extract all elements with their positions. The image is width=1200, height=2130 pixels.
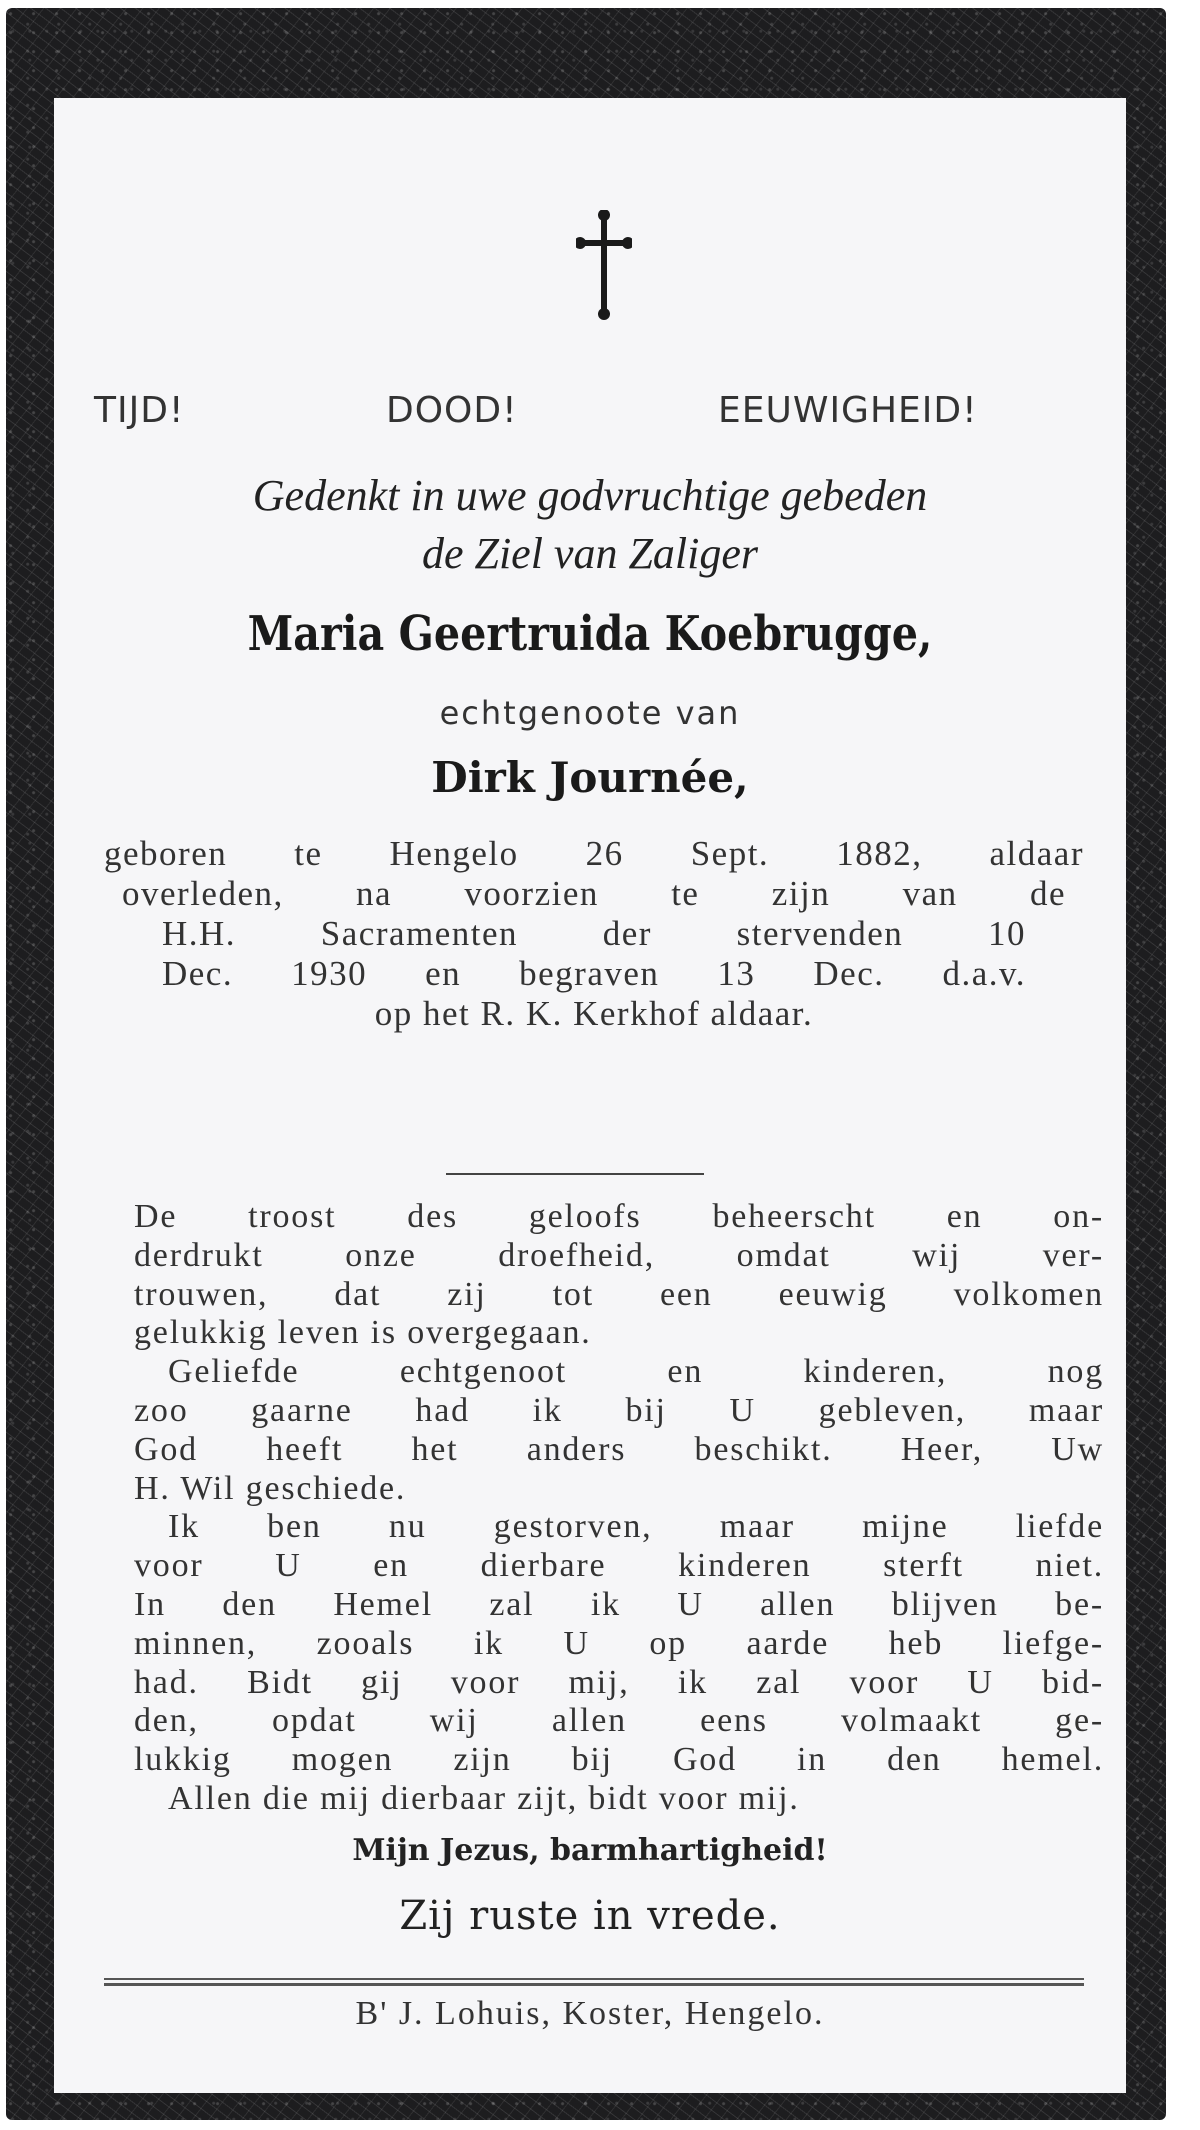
- text-line: De troost des geloofs beheerscht en on-: [134, 1198, 1104, 1235]
- biography-line: H.H. Sacramenten der stervenden 10: [162, 914, 1026, 953]
- text-line: voor U en dierbare kinderen sterft niet.: [134, 1547, 1104, 1585]
- text-line: Geliefde echtgenoot en kinderen, nog: [168, 1353, 1104, 1391]
- motto-line: [94, 390, 1114, 440]
- latin-cross-icon: [576, 210, 632, 322]
- biography-line: Dec. 1930 en begraven 13 Dec. d.a.v.: [162, 954, 1026, 993]
- printer-credit: B' J. Lohuis, Koster, Hengelo.: [355, 1995, 825, 2032]
- closing-rest-in-peace: Zij ruste in vrede.: [399, 1893, 781, 1939]
- spouse-label: echtgenoote van: [439, 694, 741, 732]
- text-line: had. Bidt gij voor mij, ik zal voor U bid-: [134, 1663, 1104, 1701]
- deceased-name: Maria Geertruida Koebrugge,: [247, 606, 933, 662]
- spouse-name: Dirk Journée,: [431, 753, 749, 802]
- consolation-text: [134, 1198, 1104, 1819]
- text-line: In den Hemel zal ik U allen blijven be-: [134, 1585, 1104, 1623]
- text-line: H. Wil geschiede.: [134, 1469, 407, 1507]
- text-line: trouwen, dat zij tot een eeuwig volkomen: [134, 1275, 1104, 1313]
- text-line: lukkig mogen zijn bij God in den hemel.: [134, 1741, 1104, 1779]
- text-line: derdrukt onze droefheid, omdat wij ver-: [134, 1236, 1104, 1274]
- divider: [446, 1173, 704, 1175]
- footer-rule-thick: [104, 1983, 1084, 1986]
- biography-line: overleden, na voorzien te zijn van de: [122, 874, 1066, 913]
- text-line: den, opdat wij allen eens volmaakt ge-: [134, 1702, 1104, 1740]
- biography-block: [104, 834, 1084, 1034]
- text-line: zoo gaarne had ik bij U gebleven, maar: [134, 1391, 1104, 1429]
- text-line: minnen, zooals ik U op aarde heb liefge-: [134, 1624, 1104, 1662]
- memorial-card-border: [6, 8, 1166, 2120]
- footer-rule-thin: [104, 1978, 1084, 1980]
- motto-eeuwigheid: EEUWIGHEID!: [718, 390, 978, 431]
- text-line: gelukkig leven is overgegaan.: [134, 1314, 592, 1352]
- text-line: Allen die mij dierbaar zijt, bidt voor mij.: [168, 1779, 800, 1817]
- motto-tijd: TIJD!: [94, 390, 185, 431]
- text-line: God heeft het anders beschikt. Heer, Uw: [134, 1430, 1104, 1468]
- memorial-card-panel: [54, 98, 1126, 2093]
- biography-line: op het R. K. Kerkhof aldaar.: [374, 994, 814, 1033]
- text-line: Ik ben nu gestorven, maar mijne liefde: [168, 1508, 1104, 1546]
- intro-line-1: Gedenkt in uwe godvruchtige gebeden: [252, 471, 928, 520]
- biography-line: geboren te Hengelo 26 Sept. 1882, aldaar: [104, 834, 1084, 873]
- intro-line-2: de Ziel van Zaliger: [421, 529, 759, 578]
- closing-prayer: Mijn Jezus, barmhartigheid!: [352, 1833, 828, 1868]
- motto-dood: DOOD!: [386, 390, 518, 431]
